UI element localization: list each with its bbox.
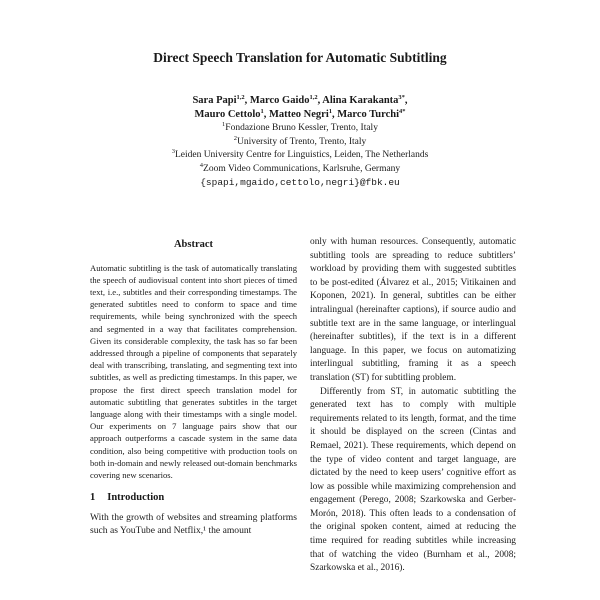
- affiliation-sup: 3: [171, 148, 175, 155]
- abstract-text: Automatic subtitling is the task of automatically translating the speech of audiovisual content into short pieces of timed text, i.e., subtitles and their corresponding timestamps. The generated subtitles need to conform to space and time requirements, while being synchronized with the speech and segmented in a way that facilitates comprehension. Given its considerable complexity, the task has so far been addressed through a pipeline of components that separately deal with transcribing, translating, and segmenting text into subtitles, as well as predicting timestamps. In this paper, we propose the first direct speech translation model for automatic subtitling that generates subtitles in the target language along with their timestamps with a single model. Our experiments on 7 language pairs show that our approach outperforms a cascade system in the same data condition, also being competitive with production tools on both in-domain and newly released out-domain benchmarks covering new scenarios.: [90, 262, 297, 481]
- left-column: [90, 238, 297, 538]
- body-paragraph: Differently from ST, in automatic subtitling the generated text has to comply with multiple requirements related to its length, format, and the time it should be displayed on the screen (Cintas and Remael, 2021). These requirements, which depend on the type of video content and target language, are dictated by the need to keep users’ cognitive effort as low as possible while maximizing comprehension and engagement (Perego, 2008; Szarkowska and Gerber-Morón, 2018). This often leads to a condensation of the original spoken content, aimed at reducing the time required for reading subtitles while increasing that of watching the video (Burnham et al., 2008; Szarkowska et al., 2016).: [310, 386, 516, 574]
- section-heading-introduction: [90, 491, 297, 505]
- affiliation-text: Zoom Video Communications, Karlsruhe, Germany: [203, 163, 401, 174]
- section-number: 1: [90, 492, 96, 504]
- author-sup: 1,2: [309, 94, 318, 101]
- affiliation: [0, 136, 600, 150]
- author-line-1: Sara Papi$^{1,2}$, Marco Gaido$^{1,2}$, Alina Karakanta$^{3*}$,: [192, 94, 408, 106]
- author-block: [0, 94, 600, 190]
- author-sup: 1: [328, 108, 332, 115]
- author-sup: 1,2: [236, 94, 245, 101]
- author-name: Alina Karakanta: [322, 95, 399, 106]
- affiliation-sup: 2: [233, 134, 237, 142]
- body-paragraph: only with human resources. Consequently, automatic subtitling tools are spreading to reduce subtitlers’ workload by providing them with suggested subtitles to be post-edited (Álvarez et al., 2015; Vitikainen and Koponen, 2021). In general, subtitles can be either intralingual (hereinafter captions), if source audio and subtitle text are in the same language, or interlingual (hereinafter subtitles), if the text is in a different language. In this paper, we focus on automatizing interlingual subtitling, framing it as a speech translation (ST) for subtitling problem.: [310, 237, 516, 383]
- affiliation: [0, 149, 600, 163]
- abstract-heading: Abstract: [173, 239, 214, 250]
- affiliation-sup: 4: [199, 161, 204, 169]
- affiliation: [0, 122, 600, 136]
- author-sup: 3*: [398, 94, 405, 101]
- affiliation-sup: 1: [222, 121, 226, 128]
- author-sup: 4*: [399, 108, 406, 115]
- author-name: Marco Gaido: [249, 95, 310, 106]
- author-email[interactable]: {spapi,mgaido,cettolo,negri}@fbk.eu: [200, 177, 400, 188]
- affiliation-text: Leiden University Centre for Linguistics, Leiden, The Netherlands: [174, 150, 429, 160]
- author-sup: 1: [260, 108, 264, 115]
- affiliation-text: Fondazione Bruno Kessler, Trento, Italy: [225, 123, 378, 133]
- right-column: [310, 236, 516, 576]
- author-name: Mauro Cettolo: [194, 109, 261, 120]
- paper-title: Direct Speech Translation for Automatic Subtitling: [153, 50, 447, 65]
- author-name: Sara Papi: [192, 95, 237, 106]
- section-title: Introduction: [107, 492, 165, 504]
- affiliation-text: University of Trento, Trento, Italy: [236, 136, 367, 147]
- author-name: Marco Turchi: [337, 109, 399, 120]
- author-name: Matteo Negri: [268, 109, 329, 120]
- intro-text: With the growth of websites and streaming platforms such as YouTube and Netflix,¹ the amount: [90, 511, 297, 537]
- affiliation: [0, 163, 600, 177]
- author-line-2: Mauro Cettolo$^1$, Matteo Negri$^1$, Marco Turchi$^{4*}$: [194, 108, 406, 120]
